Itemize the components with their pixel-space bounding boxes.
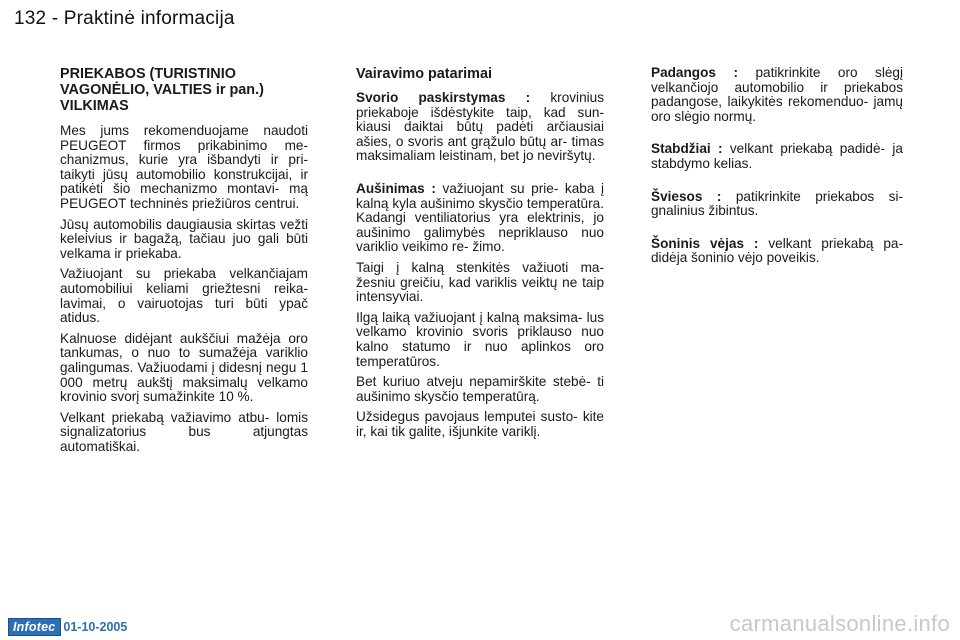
lights-paragraph (651, 190, 903, 219)
brakes-label: Stabdžiai : (651, 141, 723, 157)
footer-date: 01-10-2005 (63, 620, 128, 634)
tyres-text: patikrinkite oro slėgį velkančiojo automobilio ir priekabos padangose, laikykitės rekomenduo- jamų oro slėgio normų. (651, 65, 903, 124)
brakes-text: velkant priekabą padidė- ja stabdymo kelias. (651, 141, 903, 171)
driving-tips-section (356, 66, 604, 445)
side-wind-text: velkant priekabą pa- didėja šoninio vėjo poveikis. (651, 235, 903, 266)
towing-section (60, 66, 308, 460)
footer (8, 618, 127, 636)
paragraph: Jūsų automobilis daugiausia skirtas vežti keleivius ir bagažą, tačiau juo gali būti velkama ir priekaba. (60, 216, 308, 261)
lights-text: patikrinkite priekabos si- gnalinius žibintus. (651, 188, 903, 219)
paragraph: Taigi į kalną stenkitės važiuoti ma- žesniu greičiu, kad variklis veiktų ne taip intensyviai. (356, 259, 604, 305)
infotec-logo: Infotec (8, 618, 61, 636)
brakes-paragraph (651, 142, 903, 171)
checks-section (651, 66, 903, 272)
weight-distribution-paragraph (356, 91, 604, 164)
weight-distribution-text: krovinius priekaboje išdėstykite taip, kad sun- kiausi daiktai būtų padėti arčiausiai ašies, o svoris ant grąžulo būtų ar- timas maksimaliam leistinam, bet jo neviršytų. (356, 90, 605, 164)
paragraph: Velkant priekabą važiavimo atbu- lomis signalizatorius bus atjungtas automatiškai. (60, 409, 308, 454)
lights-label: Šviesos : (651, 188, 722, 204)
paragraph: Ilgą laiką važiuojant į kalną maksima- lus velkamo krovinio svoris priklauso nuo kalno statumo ir nuo aplinkos oro temperatūros. (356, 309, 604, 369)
side-wind-paragraph (651, 237, 903, 266)
tyres-label: Padangos : (651, 65, 738, 80)
cooling-text: važiuojant su prie- kaba į kalną kyla aušinimo skysčio temperatūra. Kadangi ventiliatorius yra elektrinis, jo aušinimo galimybės nepriklauso nuo variklio veikimo re- žimo. (356, 180, 604, 255)
paragraph: Mes jums rekomenduojame naudoti PEUGEOT firmos prikabinimo me- chanizmus, kurie yra išbandyti ir pri- taikyti jūsų automobilio konstrukcijai, ir patikėti šio mechanizmo montavi- mą PEUGEOT techninės priežiūros centrui. (60, 123, 308, 211)
towing-title: PRIEKABOS (TURISTINIO VAGONĖLIO, VALTIES ir pan.) VILKIMAS (60, 66, 264, 114)
tyres-paragraph (651, 66, 903, 124)
paragraph: Užsidegus pavojaus lemputei susto- kite ir, kai tik galite, išjunkite variklį. (356, 409, 604, 439)
paragraph: Kalnuose didėjant aukščiui mažėja oro tankumas, o nuo to sumažėja variklio galingumas. Važiuodami į didesnį negu 1 000 metrų aukštį maksimalų velkamo krovinio svorį sumažinkite 10 %. (60, 330, 308, 405)
watermark: carmanualsonline.info (729, 611, 950, 636)
side-wind-label: Šoninis vėjas : (651, 235, 759, 251)
weight-distribution-label: Svorio paskirstymas : (356, 90, 531, 105)
paragraph: Važiuojant su priekaba velkančiajam automobiliui keliami griežtesni reika- lavimai, o vairuotojas turi būti ypač atidus. (60, 266, 308, 326)
driving-tips-title: Vairavimo patarimai (356, 66, 492, 82)
page-title: 132 - Praktinė informacija (14, 8, 235, 29)
cooling-label: Aušinimas : (356, 180, 436, 196)
paragraph: Bet kuriuo atveju nepamirškite stebė- ti aušinimo skysčio temperatūrą. (356, 374, 604, 404)
cooling-paragraph (356, 182, 604, 255)
